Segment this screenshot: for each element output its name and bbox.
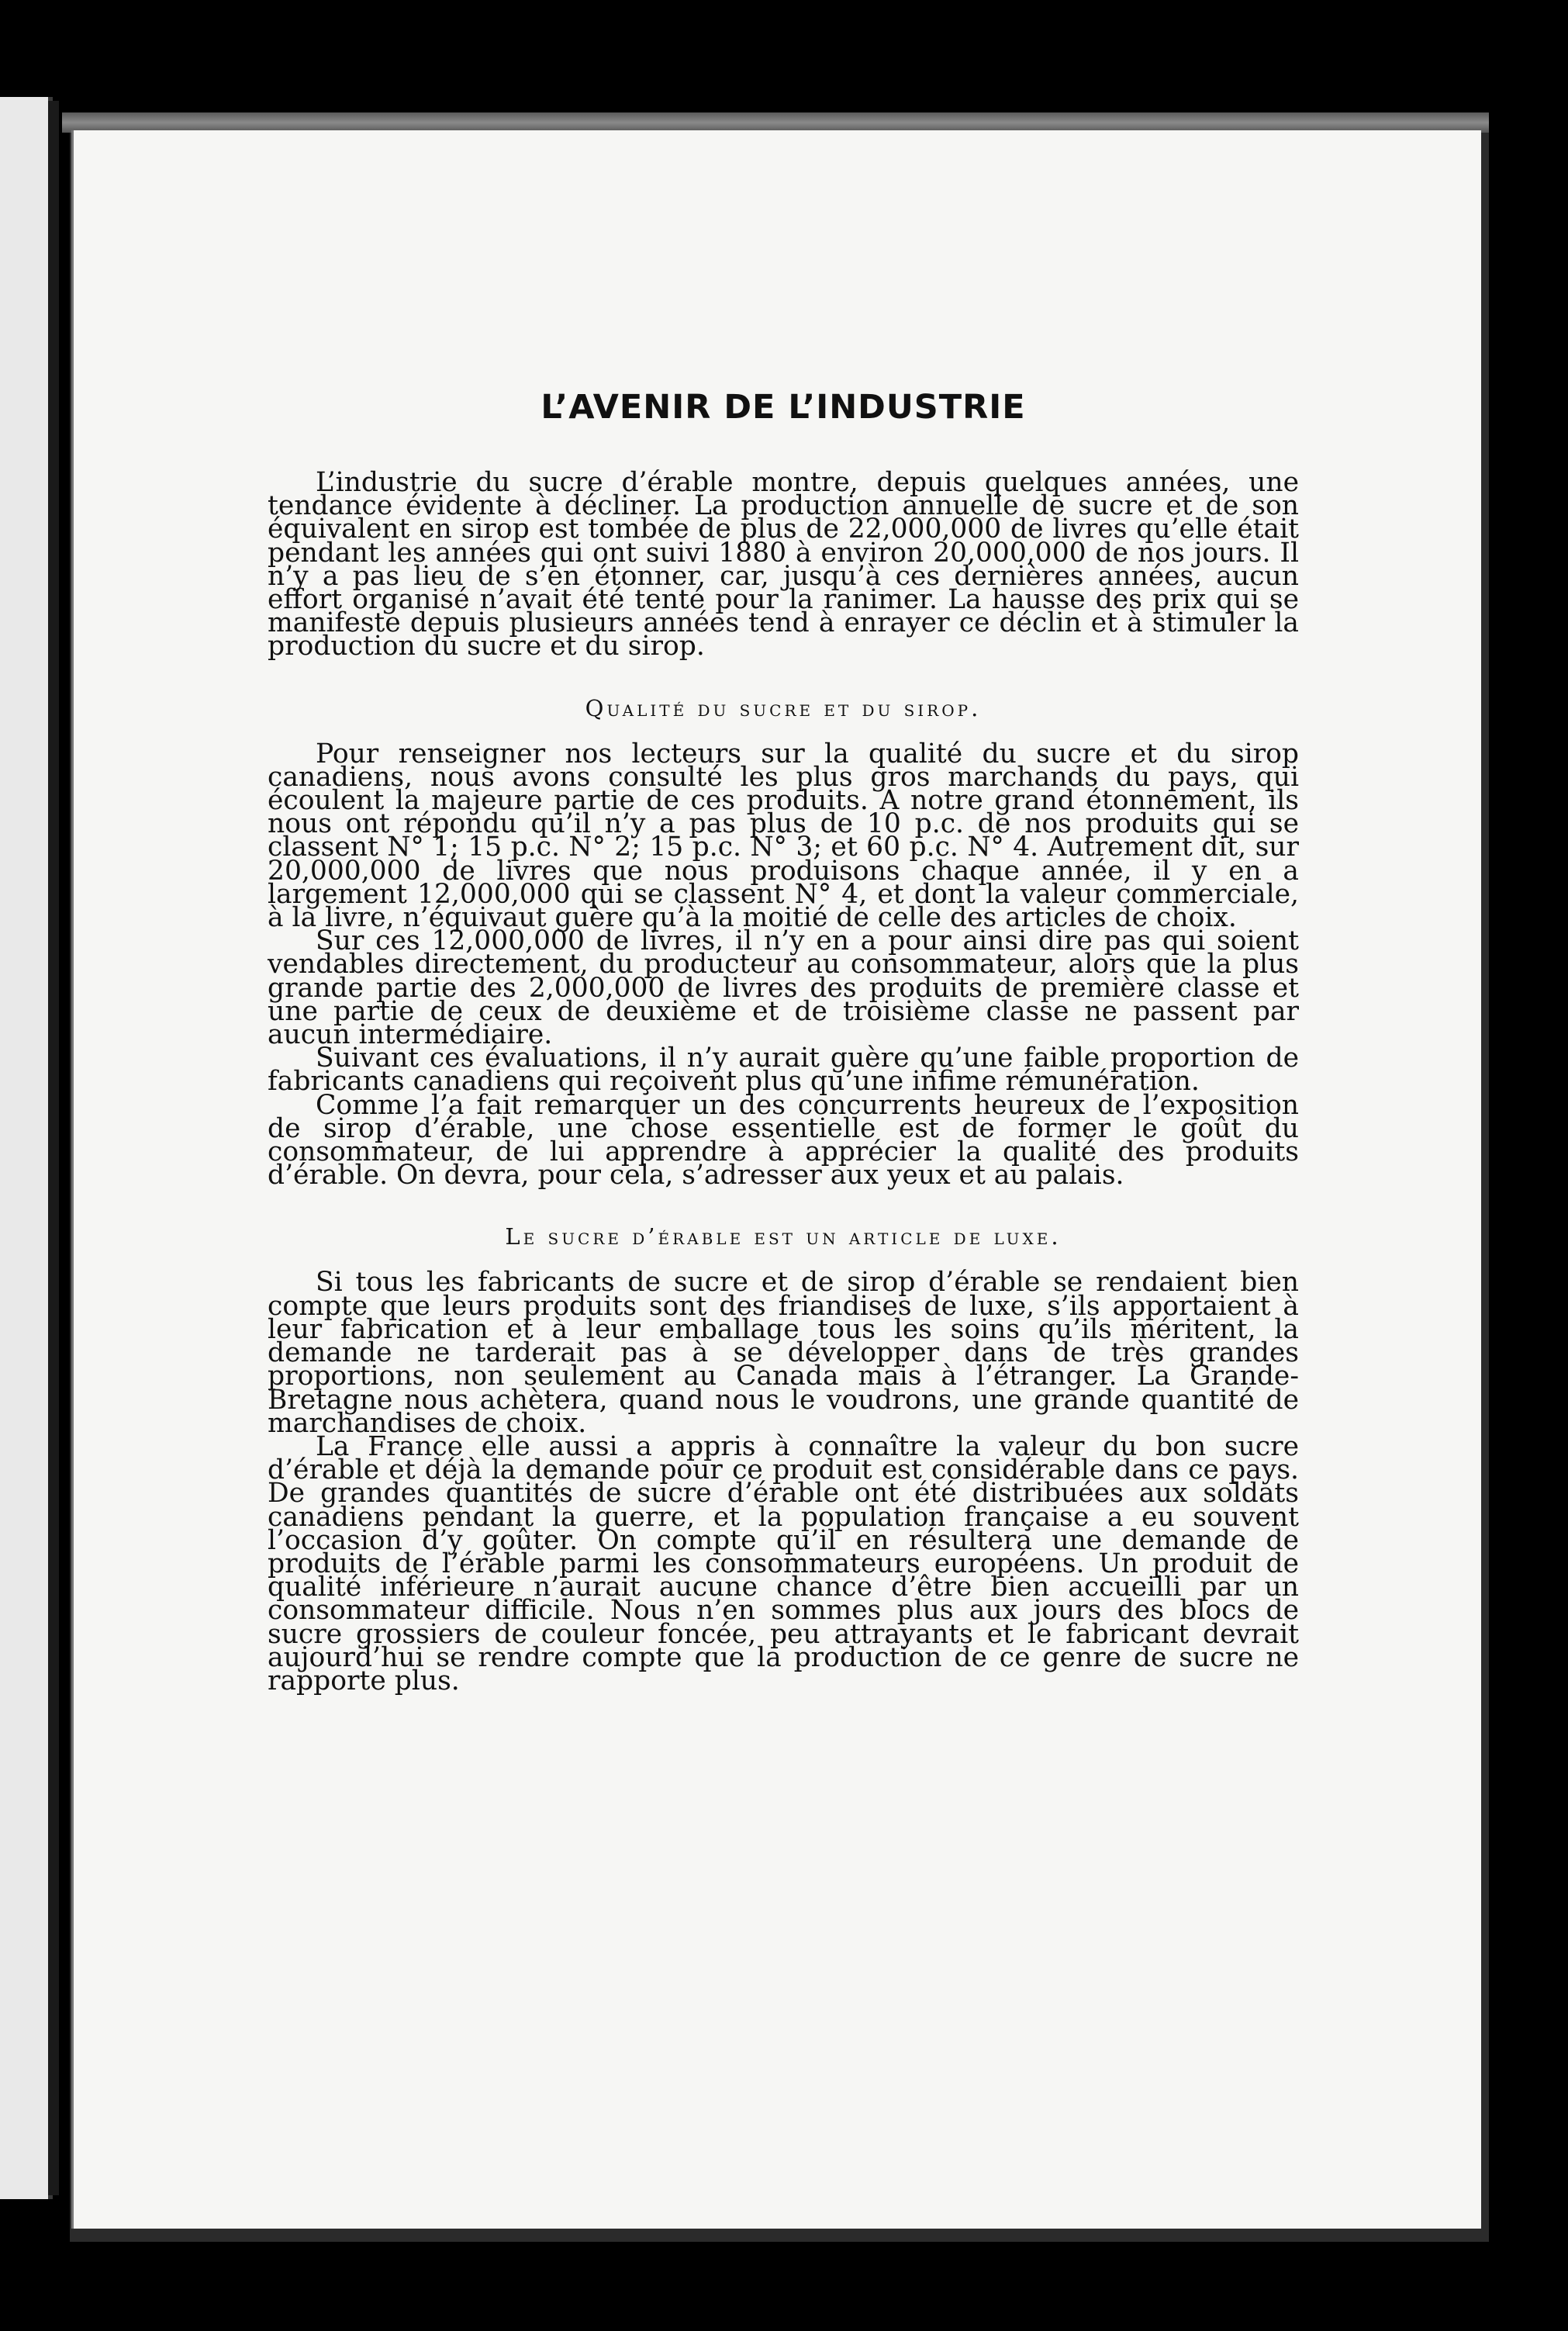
page-title: L’AVENIR DE L’INDUSTRIE [541, 388, 1026, 427]
paragraph: Comme l’a fait remarquer un des concurrents heureux de l’exposition de sirop d’érable, une chose essentielle est de former le goût du consommateur, de lui apprendre à apprécier la qualité des produits d’érable. On devra, pour cela, s’adresser aux yeux et au palais. [268, 1089, 1299, 1191]
paragraph: Si tous les fabricants de sucre et de sirop d’érable se rendaient bien compte que leurs produits sont des friandises de luxe, s’ils apportaient à leur fabrication et à leur emballage tous les soins qu’ils méritent, la demande ne tarderait pas à se développer dans de très grandes proportions, non seulement au Canada mais à l’étranger. La Grande-Bretagne nous achètera, quand nous le voudrons, une grande quantité de marchandises de choix. [268, 1267, 1299, 1439]
section-heading-quality: Qualité du sucre et du sirop. [585, 694, 982, 721]
page-content [268, 384, 1299, 1696]
paragraph: Sur ces 12,000,000 de livres, il n’y en a pour ainsi dire pas qui soient vendables directement, du producteur au consommateur, alors que la plus grande partie des 2,000,000 de livres des produits de première classe et une partie de ceux de deuxième et de troisième classe ne passent par aucun intermédiaire. [268, 925, 1299, 1051]
paragraph: La France elle aussi a appris à connaître la valeur du bon sucre d’érable et déjà la demande pour ce produit est considérable dans ce pays. De grandes quantités de sucre d’érable ont été distribuées aux soldats canadiens pendant la guerre, et la population française a eu souvent l’occasion d’y goûter. On compte qu’il en résultera une demande de produits de l’érable parmi les consommateurs européens. Un produit de qualité inférieure n’aurait aucune chance d’être bien accueilli par un consommateur difficile. Nous n’en sommes plus aux jours des blocs de sucre grossiers de couleur foncée, peu attrayants et le fabricant devrait aujourd’hui se rendre compte que la production de ce genre de sucre ne rapporte plus. [268, 1430, 1299, 1696]
paragraph: Suivant ces évaluations, il n’y aurait guère qu’une faible proportion de fabricants canadiens qui reçoivent plus qu’une infime rémunération. [268, 1043, 1299, 1098]
book-gutter [48, 101, 59, 2195]
section-heading-luxury: Le sucre d’érable est un article de luxe. [505, 1223, 1062, 1250]
left-page-edge [0, 97, 53, 2199]
intro-paragraph: L’industrie du sucre d’érable montre, depuis quelques années, une tendance évidente à décliner. La production annuelle de sucre et de son équivalent en sirop est tombée de plus de 22,000,000 de livres qu’elle était pendant les années qui ont suivi 1880 à environ 20,000,000 de nos jours. Il n’y a pas lieu de s’en étonner, car, jusqu’à ces dernières années, aucun effort organisé n’avait été tenté pour la ranimer. La hausse des prix qui se manifeste depuis plusieurs années tend à enrayer ce déclin et à stimuler la production du sucre et du sirop. [268, 467, 1299, 662]
paragraph: Pour renseigner nos lecteurs sur la qualité du sucre et du sirop canadiens, nous avons consulté les plus gros marchands du pays, qui écoulent la majeure partie de ces produits. A notre grand étonnement, ils nous ont répondu qu’il n’y a pas plus de 10 p.c. de nos produits qui se classent N° 1; 15 p.c. N° 2; 15 p.c. N° 3; et 60 p.c. N° 4. Autrement dit, sur 20,000,000 de livres que nous produisons chaque année, il y en a largement 12,000,000 qui se classent N° 4, et dont la valeur commerciale, à la livre, n’équivaut guère qu’à la moitié de celle des articles de choix. [268, 738, 1299, 934]
